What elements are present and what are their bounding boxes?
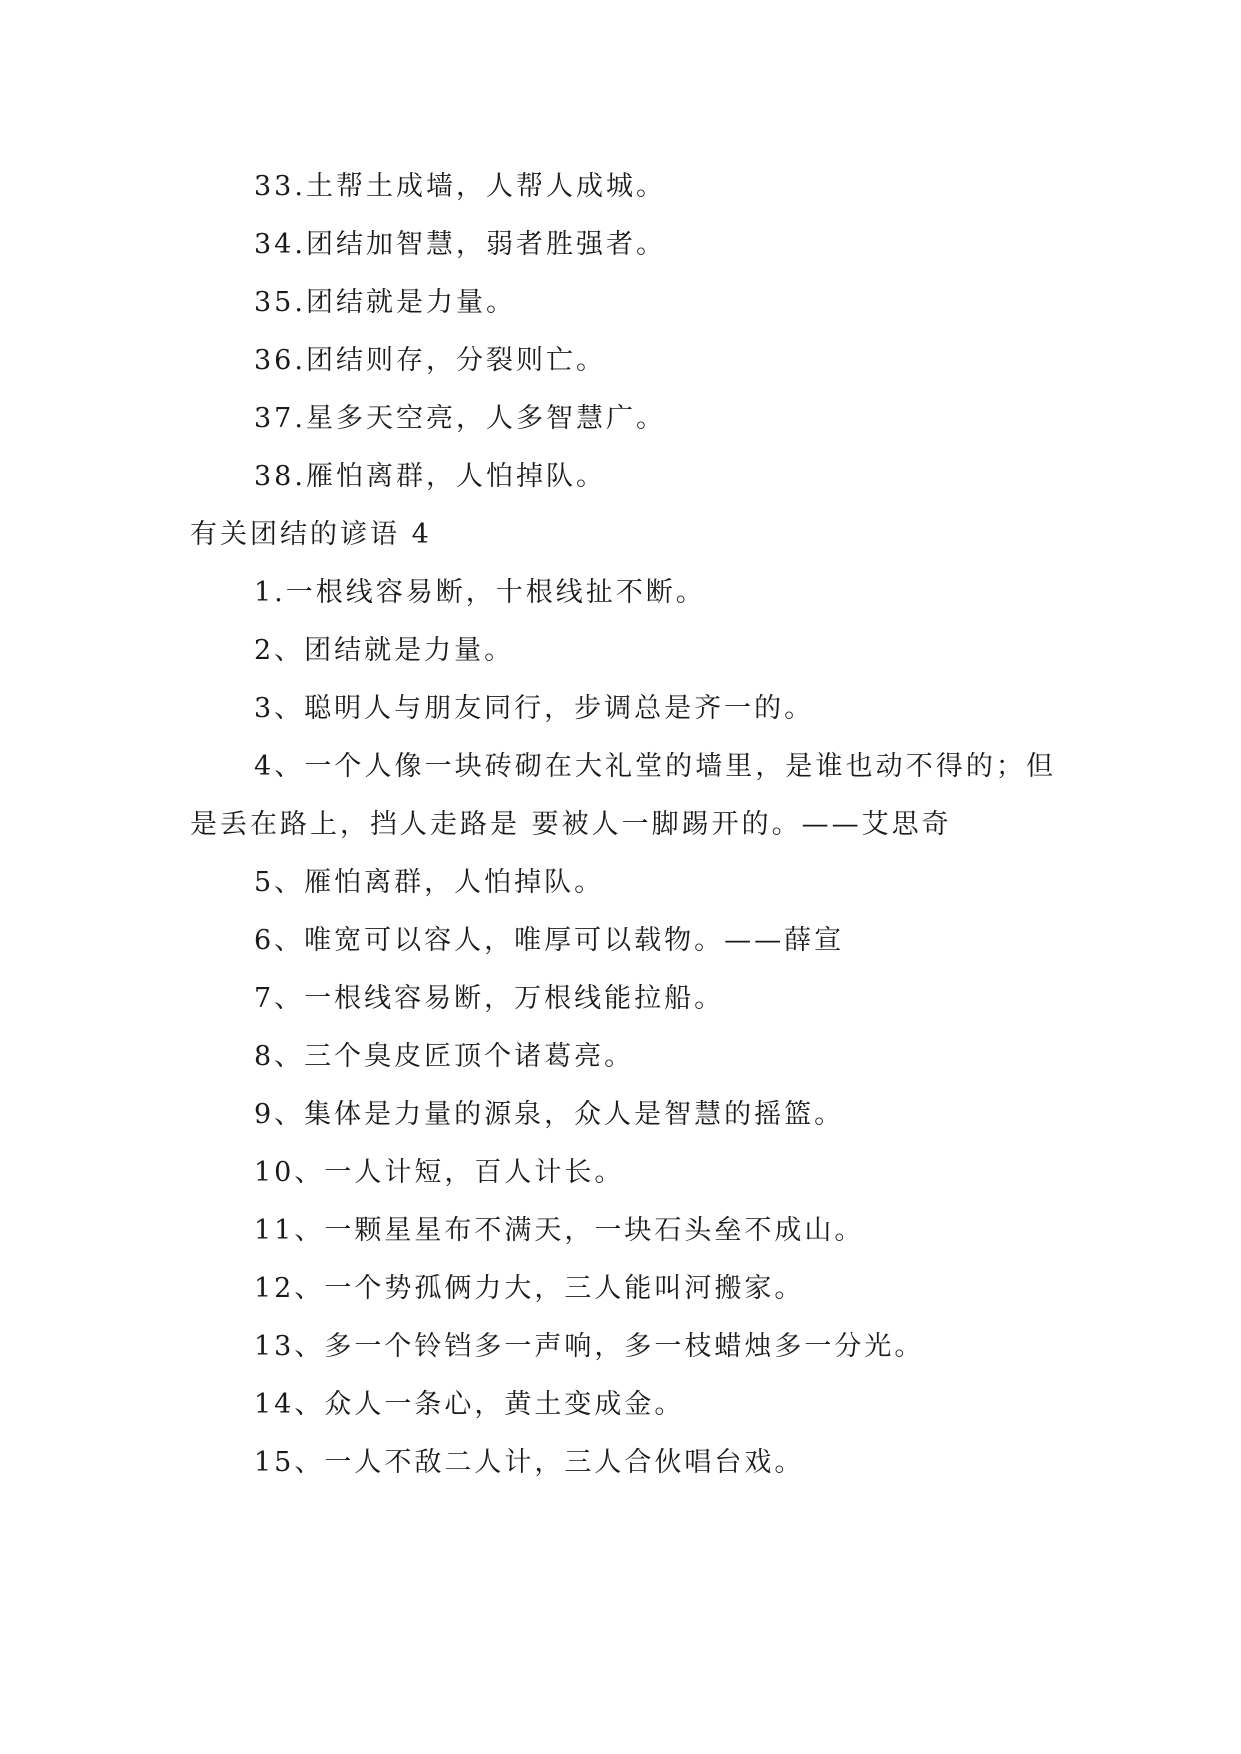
proverb-line: 14、众人一条心，黄土变成金。: [254, 1389, 685, 1420]
proverb-line: 9、集体是力量的源泉，众人是智慧的摇篮。: [254, 1099, 845, 1130]
proverb-paragraph: 4、一个人像一块砖砌在大礼堂的墙里，是谁也动不得的；但是丢在路上，挡人走路是 要被人一脚踢开的。——艾思奇: [190, 751, 1056, 840]
proverb-line: 3、聪明人与朋友同行，步调总是齐一的。: [254, 693, 815, 724]
proverb-line: 33.土帮土成墙，人帮人成城。: [254, 171, 666, 202]
proverb-line: 15、一人不敌二人计，三人合伙唱台戏。: [254, 1447, 805, 1478]
proverb-line: 6、唯宽可以容人，唯厚可以载物。——薛宣: [254, 925, 845, 956]
proverb-line: 36.团结则存，分裂则亡。: [254, 345, 606, 376]
proverb-line: 7、一根线容易断，万根线能拉船。: [254, 983, 725, 1014]
proverb-line: 12、一个势孤俩力大，三人能叫河搬家。: [254, 1273, 805, 1304]
proverb-line: 2、团结就是力量。: [254, 635, 515, 666]
document-body: [190, 158, 1056, 1492]
proverb-line: 38.雁怕离群，人怕掉队。: [254, 461, 606, 492]
proverb-line: 35.团结就是力量。: [254, 287, 516, 318]
proverb-line: 34.团结加智慧，弱者胜强者。: [254, 229, 666, 260]
proverb-line: 5、雁怕离群，人怕掉队。: [254, 867, 605, 898]
proverb-line: 10、一人计短，百人计长。: [254, 1157, 625, 1188]
proverb-line: 11、一颗星星布不满天，一块石头垒不成山。: [254, 1215, 865, 1246]
section-heading: 有关团结的谚语 4: [190, 519, 432, 550]
proverb-line: 8、三个臭皮匠顶个诸葛亮。: [254, 1041, 635, 1072]
proverb-line: 37.星多天空亮，人多智慧广。: [254, 403, 666, 434]
proverb-line: 1.一根线容易断，十根线扯不断。: [254, 577, 706, 608]
proverb-line: 13、多一个铃铛多一声响，多一枝蜡烛多一分光。: [254, 1331, 925, 1362]
